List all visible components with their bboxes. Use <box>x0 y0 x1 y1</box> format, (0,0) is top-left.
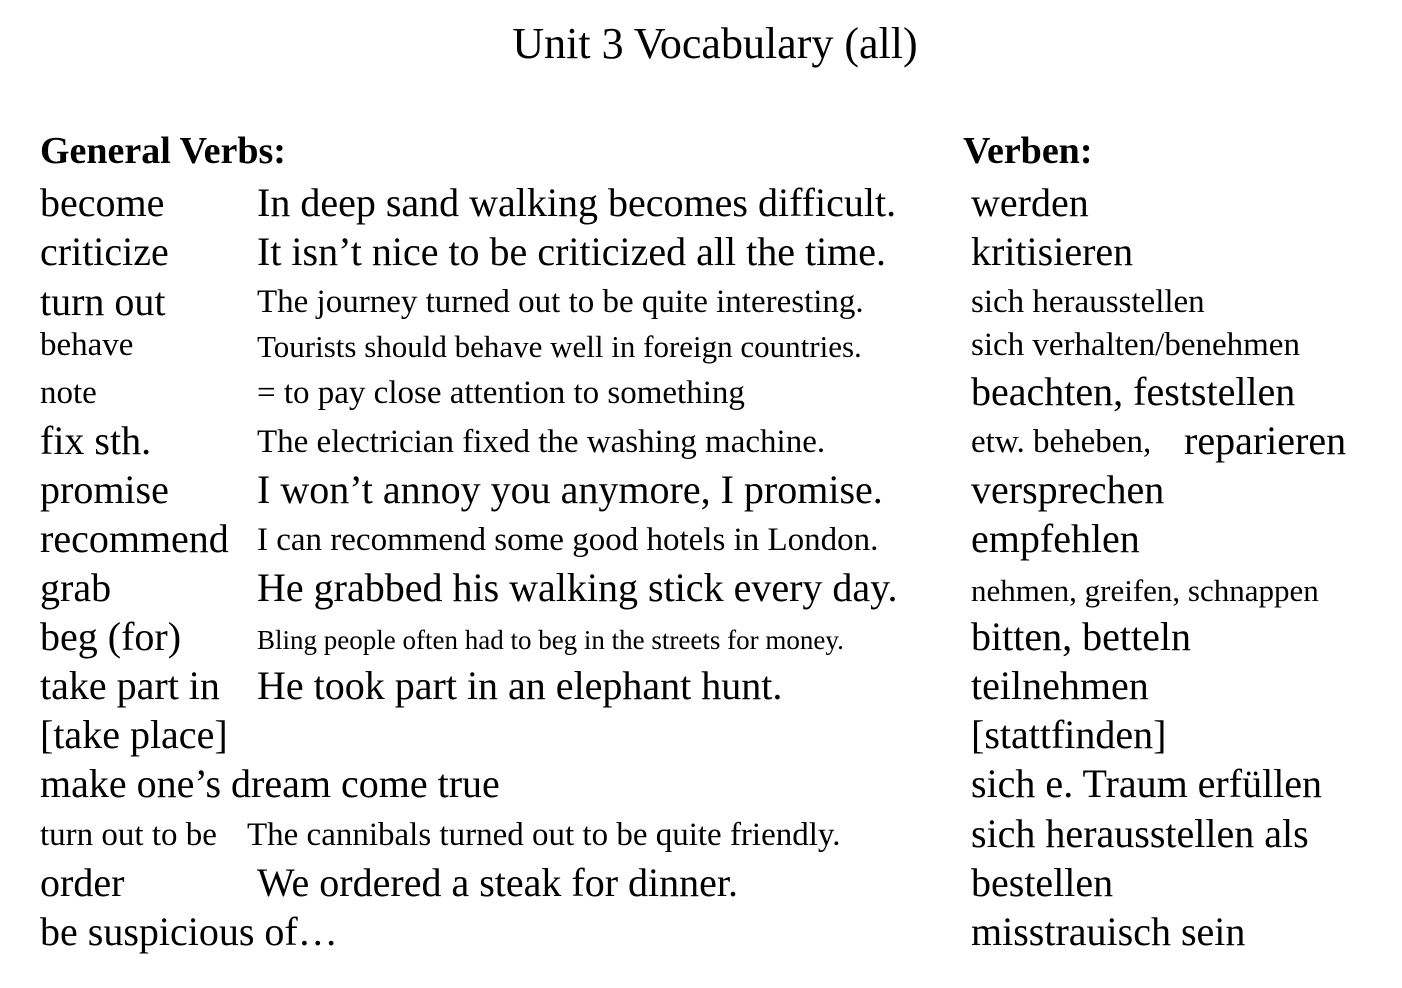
vocab-translation: nehmen, greifen, schnappen <box>971 573 1319 608</box>
vocab-term: beg (for) <box>40 614 182 659</box>
vocab-translation: sich verhalten/benehmen <box>971 327 1300 363</box>
vocab-example: I can recommend some good hotels in London. <box>257 522 879 558</box>
vocab-term: behave <box>40 327 134 363</box>
vocab-translation: etw. beheben, <box>971 424 1152 460</box>
vocab-translation: bitten, betteln <box>971 614 1191 659</box>
vocab-term: recommend <box>40 516 229 561</box>
vocab-term: be suspicious of… <box>40 909 338 954</box>
vocab-term: criticize <box>40 229 169 274</box>
page-title: Unit 3 Vocabulary (all) <box>512 19 918 68</box>
vocab-translation: sich herausstellen <box>971 284 1205 320</box>
vocab-example: The cannibals turned out to be quite friendly. <box>247 817 841 853</box>
vocab-translation: sich herausstellen als <box>971 811 1309 856</box>
vocab-example: The journey turned out to be quite interesting. <box>257 284 864 320</box>
vocab-example: The electrician fixed the washing machine. <box>257 424 826 460</box>
vocab-translation: misstrauisch sein <box>971 909 1246 954</box>
vocab-term: make one’s dream come true <box>40 761 500 806</box>
vocab-term: take part in <box>40 663 220 708</box>
vocab-example: We ordered a steak for dinner. <box>257 860 739 905</box>
vocab-term: become <box>40 180 165 225</box>
vocab-term: turn out to be <box>40 817 217 853</box>
vocab-translation: teilnehmen <box>971 663 1149 708</box>
vocab-term: promise <box>40 467 169 512</box>
header-general-verbs: General Verbs: <box>40 130 286 172</box>
vocab-translation: sich e. Traum erfüllen <box>971 761 1323 806</box>
vocab-translation: empfehlen <box>971 516 1140 561</box>
vocab-example: It isn’t nice to be criticized all the time. <box>257 229 887 274</box>
vocab-translation: bestellen <box>971 860 1114 905</box>
vocab-example: = to pay close attention to something <box>257 375 745 411</box>
vocab-term: note <box>40 375 97 411</box>
vocab-translation: reparieren <box>1184 418 1347 463</box>
vocab-translation: versprechen <box>971 467 1165 512</box>
vocab-example: In deep sand walking becomes difficult. <box>257 180 897 225</box>
vocab-example: He grabbed his walking stick every day. <box>257 565 898 610</box>
vocab-term: fix sth. <box>40 418 152 463</box>
vocab-term: grab <box>40 565 112 610</box>
vocab-translation: werden <box>971 180 1089 225</box>
vocab-translation: [stattfinden] <box>971 712 1167 757</box>
vocab-example: He took part in an elephant hunt. <box>257 663 783 708</box>
vocab-example: Bling people often had to beg in the streets for money. <box>257 625 844 655</box>
vocab-term: order <box>40 860 125 905</box>
vocab-example: I won’t annoy you anymore, I promise. <box>257 467 883 512</box>
vocab-term: [take place] <box>40 712 228 757</box>
vocab-translation: beachten, feststellen <box>971 369 1296 414</box>
vocab-term: turn out <box>40 279 166 324</box>
vocab-translation: kritisieren <box>971 229 1134 274</box>
vocab-example: Tourists should behave well in foreign countries. <box>257 329 862 364</box>
header-verben: Verben: <box>963 130 1093 172</box>
